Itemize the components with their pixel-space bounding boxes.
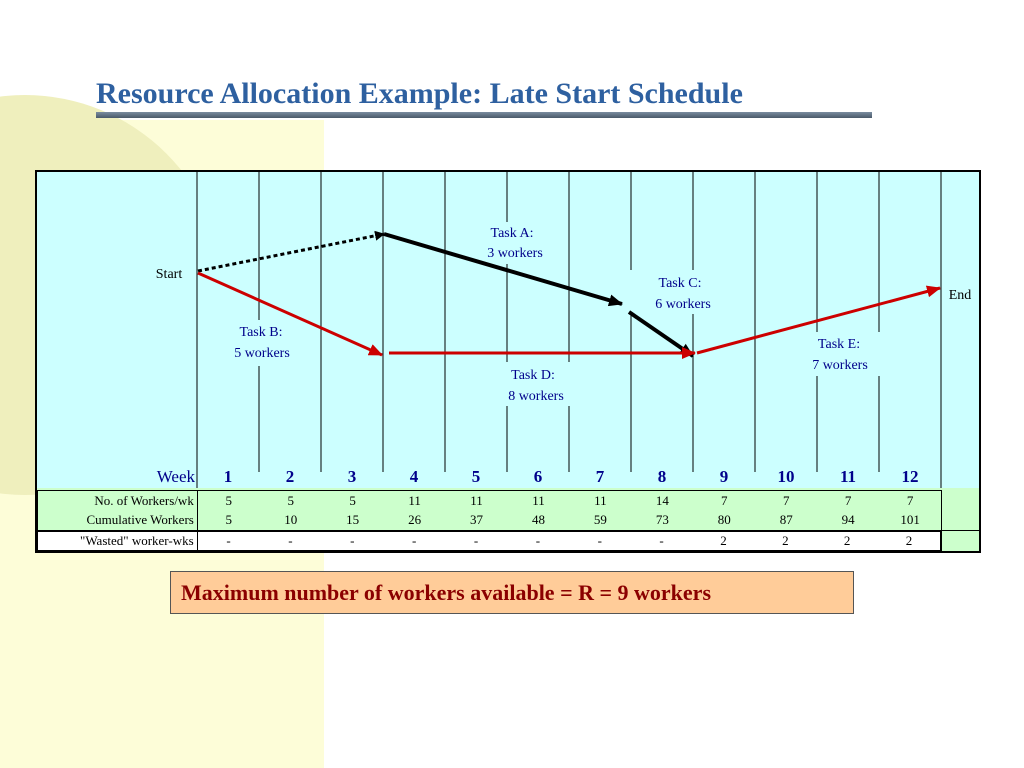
task-e-workers: 7 workers (812, 358, 868, 373)
task-c-workers: 6 workers (655, 297, 711, 312)
week-axis-label: Week (156, 467, 195, 486)
table-cell: - (350, 533, 355, 548)
table-cell: - (473, 533, 479, 548)
task-e-name: Task E: (817, 337, 861, 352)
week-number: 11 (839, 467, 857, 486)
row-label: "Wasted" worker-wks (80, 533, 194, 548)
week-number: 6 (533, 467, 543, 486)
workload-table (35, 488, 981, 553)
table-row (37, 531, 941, 551)
week-number: 5 (471, 467, 481, 486)
table-cell: 37 (470, 512, 484, 527)
table-cell: - (597, 533, 602, 548)
row-label: Cumulative Workers (86, 512, 194, 527)
table-row (37, 490, 941, 510)
table-cell: 2 (782, 533, 789, 548)
table-cell: 10 (284, 512, 298, 527)
week-number: 2 (285, 467, 295, 486)
table-cell: 5 (225, 512, 233, 527)
task-d-workers: 8 workers (508, 389, 564, 404)
table-cell: 11 (408, 492, 421, 508)
end-node-label: End (948, 288, 972, 303)
week-number: 7 (595, 467, 605, 486)
task-a-workers: 3 workers (487, 246, 543, 261)
table-cell: 87 (779, 512, 793, 527)
task-b-name: Task B: (239, 325, 283, 340)
week-gridlines (197, 172, 941, 490)
table-cell: 2 (843, 533, 851, 548)
table-cell: 11 (594, 492, 607, 508)
table-cell: 5 (349, 492, 356, 508)
table-cell: 101 (900, 512, 920, 527)
resource-limit-callout: Maximum number of workers available = R = 9 workers (170, 571, 854, 614)
table-cell: 5 (225, 492, 233, 508)
table-cell: 14 (655, 492, 669, 508)
week-number: 8 (657, 467, 667, 486)
task-c-name: Task C: (658, 276, 702, 291)
table-cell: - (659, 533, 664, 548)
row-label: No. of Workers/wk (94, 492, 194, 508)
table-cell: 7 (782, 492, 790, 508)
task-a-name: Task A: (490, 226, 534, 241)
label-column-divider (197, 490, 198, 551)
table-row (37, 510, 941, 530)
table-cell: 2 (905, 533, 913, 548)
table-cell: 94 (841, 512, 855, 527)
week-number: 9 (719, 467, 729, 486)
table-cell: 15 (346, 512, 360, 527)
table-cell: 80 (717, 512, 731, 527)
table-cell: 26 (408, 512, 422, 527)
week-number: 3 (347, 467, 357, 486)
table-cell: - (535, 533, 541, 548)
table-cell: 73 (655, 512, 669, 527)
network-svg (37, 172, 979, 490)
table-cell: - (226, 533, 231, 548)
task-d-name: Task D: (511, 368, 555, 383)
slide-title: Resource Allocation Example: Late Start Schedule (96, 77, 743, 110)
network-diagram (35, 170, 981, 488)
last-column-divider (941, 490, 942, 551)
task-b-workers: 5 workers (234, 346, 290, 361)
title-underline (96, 112, 872, 118)
table-cell: - (411, 533, 417, 548)
task-c-arrow (629, 312, 693, 356)
table-cell: 7 (906, 492, 914, 508)
dummy-activity-arrow (198, 234, 384, 271)
table-cell: - (288, 533, 293, 548)
week-number: 1 (223, 467, 233, 486)
week-number: 4 (409, 467, 419, 486)
table-cell: 11 (470, 492, 483, 508)
table-cell: 7 (844, 492, 852, 508)
table-cell: 48 (531, 512, 545, 527)
week-number: 10 (777, 467, 795, 486)
table-cell: 7 (721, 492, 728, 508)
table-cell: 2 (720, 533, 727, 548)
start-node-label: Start (155, 267, 183, 282)
table-cell: 5 (287, 492, 294, 508)
week-number: 12 (901, 467, 919, 486)
table-cell: 11 (532, 492, 545, 508)
table-cell: 59 (593, 512, 607, 527)
